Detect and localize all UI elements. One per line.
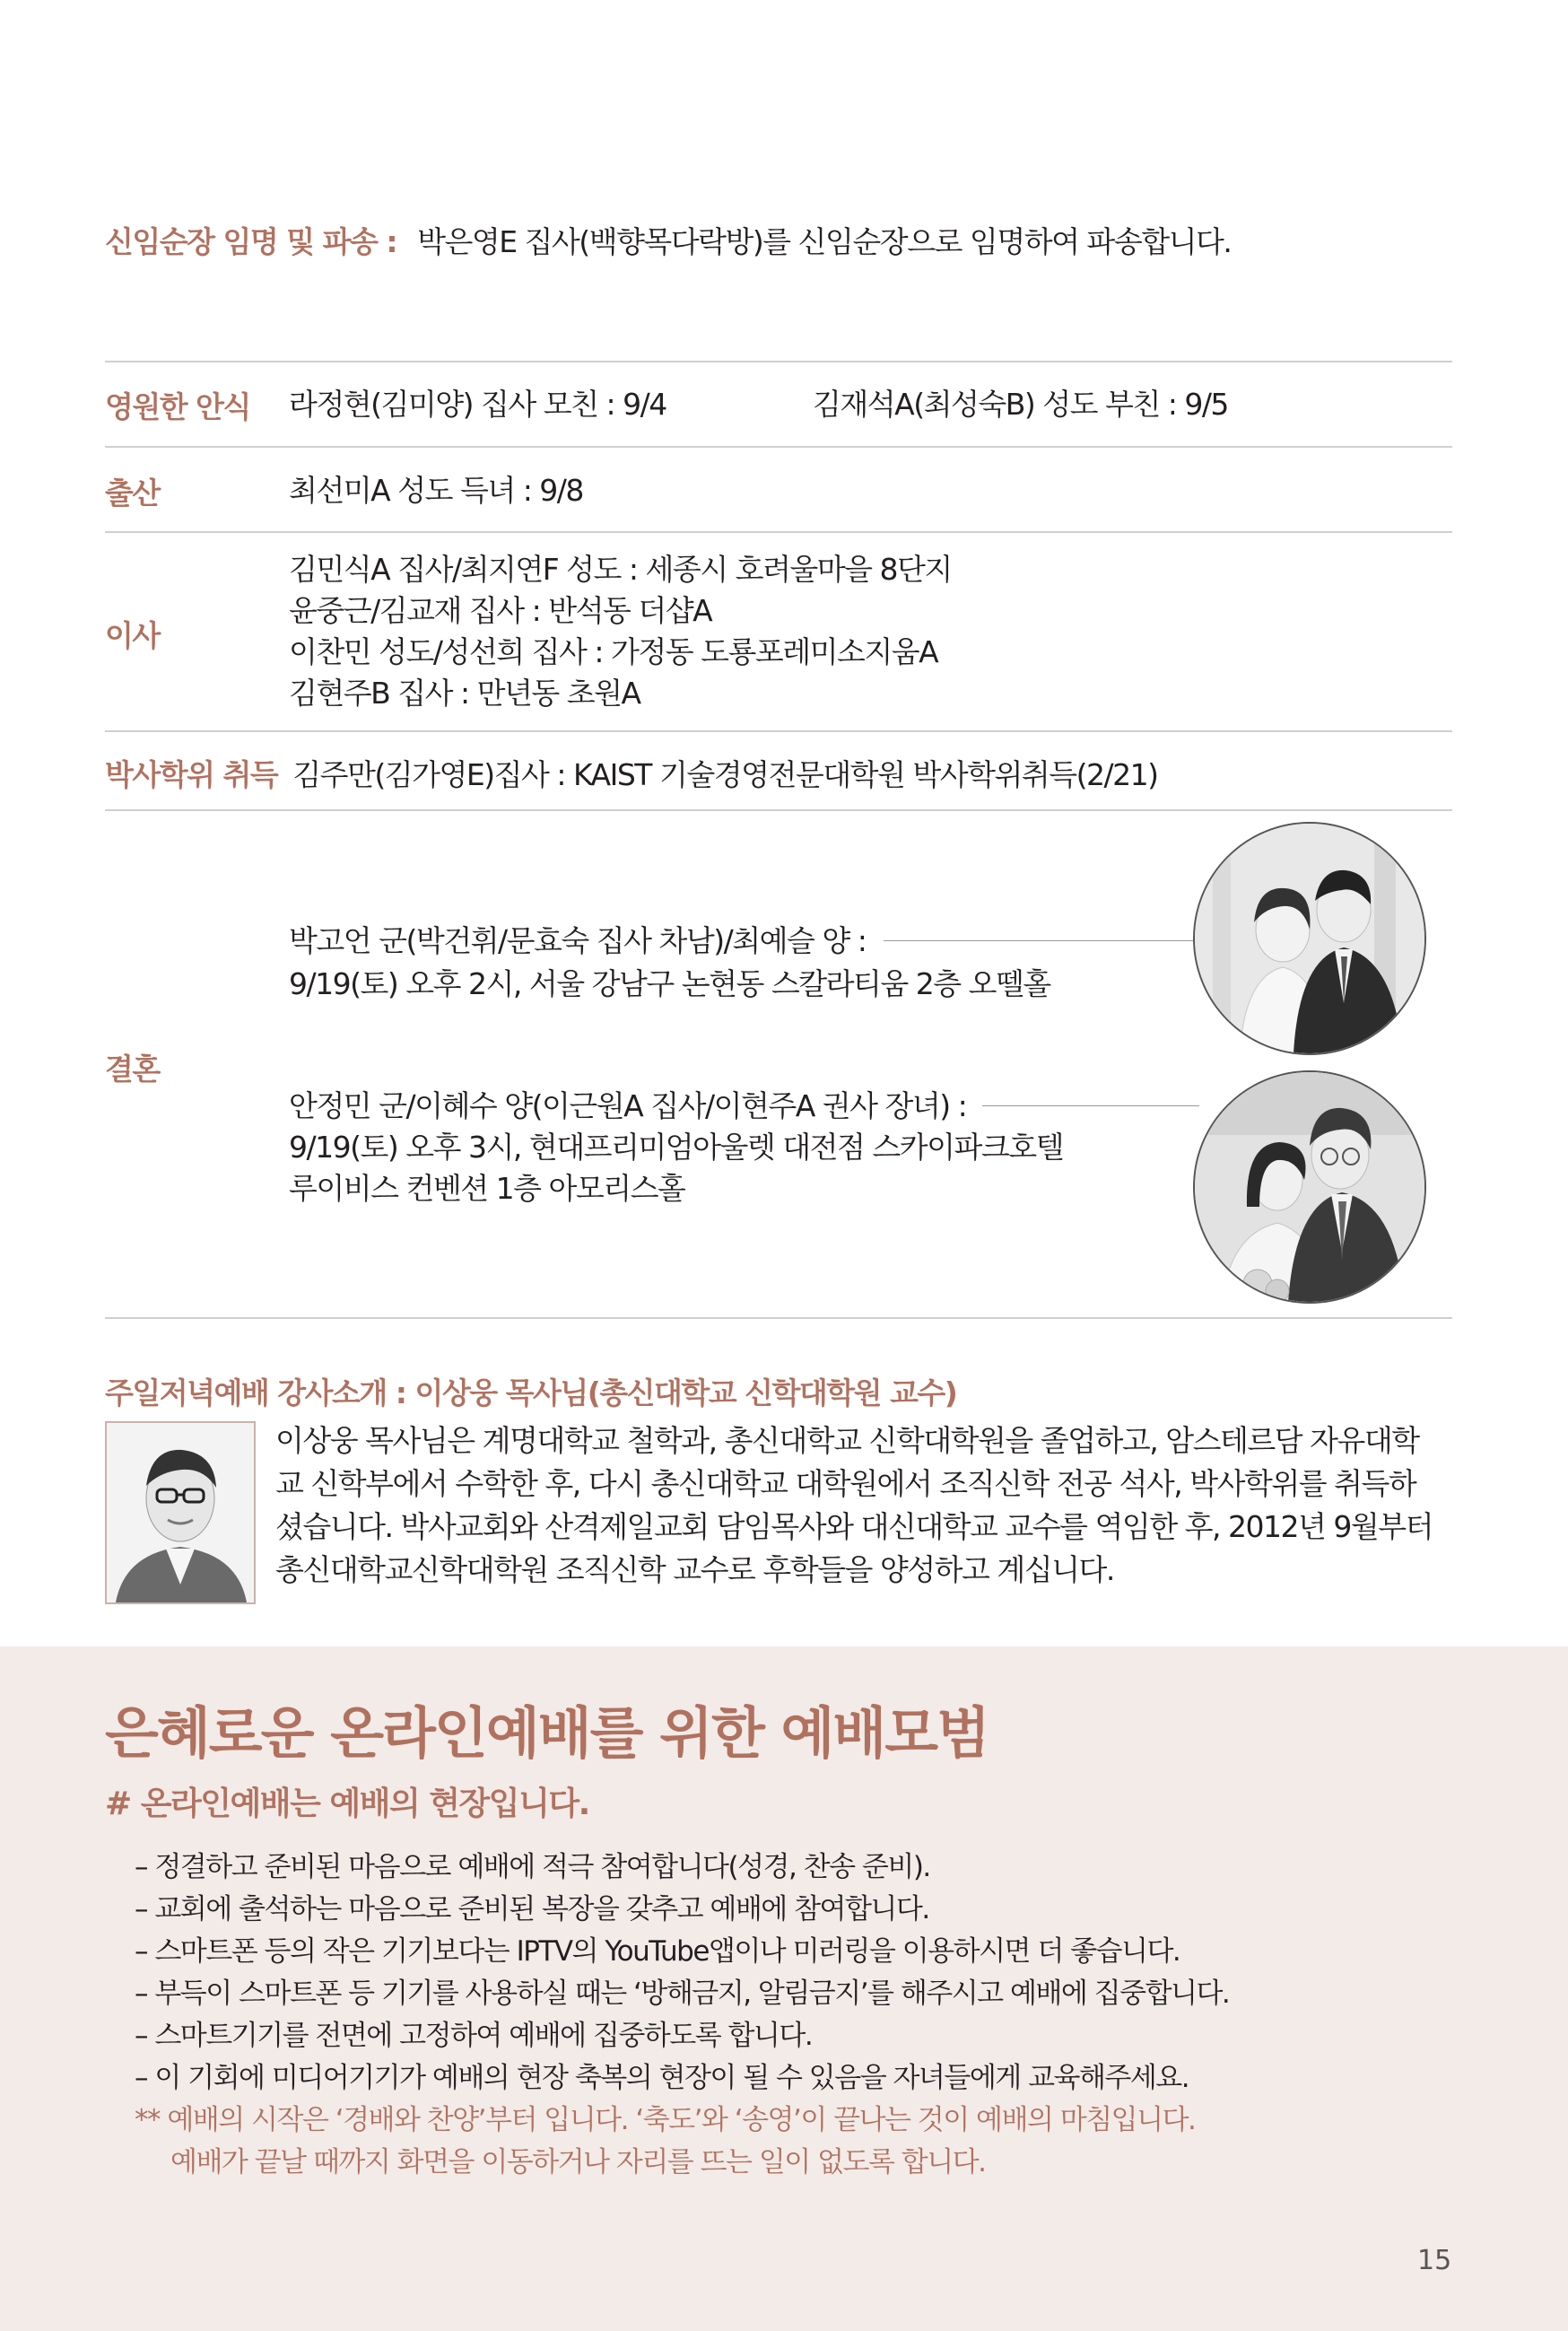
condolence-label: 영원한 안식 [105, 389, 250, 424]
guide-item: – 정결하고 준비된 마음으로 예배에 적극 참여합니다(성경, 찬송 준비). [135, 1851, 930, 1883]
leader-line [884, 940, 1193, 941]
divider [105, 730, 1452, 732]
appointment-text: 박은영E 집사(백향목다락방)를 신임순장으로 임명하여 파송합니다. [417, 224, 1232, 259]
moving-label: 이사 [105, 618, 160, 653]
guide-item: – 스마트기기를 전면에 고정하여 예배에 집중하도록 합니다. [135, 2020, 813, 2052]
appointment-row [105, 219, 1231, 261]
leader-line [982, 1105, 1199, 1106]
speaker-bio-line: 교 신학부에서 수학한 후, 다시 총신대학교 대학원에서 조직신학 전공 석사, 박사학위를 취득하 [275, 1466, 1416, 1501]
speaker-bio-line: 셨습니다. 박사교회와 산격제일교회 담임목사와 대신대학교 교수를 역임한 후, 2012년 9월부터 [275, 1509, 1433, 1544]
wedding-couple2-line: 안정민 군/이혜수 양(이근원A 집사/이현주A 권사 장녀) : [289, 1088, 967, 1123]
speaker-portrait [105, 1421, 256, 1604]
wedding-couple2-line: 루이비스 컨벤션 1층 아모리스홀 [289, 1171, 685, 1206]
moving-line: 김현주B 집사 : 만년동 초원A [289, 676, 640, 711]
guide-item: – 부득이 스마트폰 등 기기를 사용하실 때는 ‘방해금지, 알림금지’를 해주시고 예배에 집중합니다. [135, 1977, 1230, 2010]
guide-note: 예배가 끝날 때까지 화면을 이동하거나 자리를 뜨는 일이 없도록 합니다. [170, 2146, 986, 2178]
guide-list [135, 1846, 1229, 2184]
condolence-item: 김재석A(최성숙B) 성도 부친 : 9/5 [813, 387, 1228, 422]
divider [105, 531, 1452, 533]
birth-label: 출산 [105, 476, 160, 511]
speaker-bio-line: 총신대학교신학대학원 조직신학 교수로 후학들을 양성하고 계십니다. [275, 1552, 1114, 1587]
doctorate-row [105, 752, 1157, 794]
speaker-bio-line: 이상웅 목사님은 계명대학교 철학과, 총신대학교 신학대학원을 졸업하고, 암스테르담 자유대학 [275, 1423, 1419, 1458]
condolence-item: 라정현(김미양) 집사 모친 : 9/4 [289, 387, 666, 422]
divider [105, 1317, 1452, 1319]
wedding-couple1-line: 9/19(토) 오후 2시, 서울 강남구 논현동 스칼라티움 2층 오뗄홀 [289, 966, 1050, 1001]
wedding-label: 결혼 [105, 1052, 160, 1087]
divider [105, 446, 1452, 448]
couple-photo [1193, 1070, 1426, 1304]
wedding-couple1-line: 박고언 군(박건휘/문효숙 집사 차남)/최예슬 양 : [289, 923, 867, 958]
speaker-heading: 주일저녁예배 강사소개 : 이상웅 목사님(총신대학교 신학대학원 교수) [105, 1375, 957, 1410]
wedding-couple2-line: 9/19(토) 오후 3시, 현대프리미엄아울렛 대전점 스카이파크호텔 [289, 1130, 1063, 1165]
appointment-label: 신임순장 임명 및 파송 : [105, 224, 397, 259]
guide-item: – 교회에 출석하는 마음으로 준비된 복장을 갖추고 예배에 참여합니다. [135, 1893, 929, 1925]
birth-text: 최선미A 성도 득녀 : 9/8 [289, 473, 583, 508]
doctorate-label: 박사학위 취득 [105, 757, 278, 792]
divider [105, 361, 1452, 362]
doctorate-text: 김주만(김가영E)집사 : KAIST 기술경영전문대학원 박사학위취득(2/21) [292, 757, 1158, 792]
moving-line: 이찬민 성도/성선희 집사 : 가정동 도룡포레미소지움A [289, 634, 938, 669]
guide-note: ** 예배의 시작은 ‘경배와 찬양’부터 입니다. ‘축도’와 ‘송영’이 끝나는 것이 예배의 마침입니다. [135, 2104, 1196, 2136]
guide-item: – 스마트폰 등의 작은 기기보다는 IPTV의 YouTube앱이나 미러링을 이용하시면 더 좋습니다. [135, 1935, 1180, 1968]
moving-line: 윤중근/김교재 집사 : 반석동 더샵A [289, 593, 712, 628]
guide-item: – 이 기회에 미디어기기가 예배의 현장 축복의 현장이 될 수 있음을 자녀들에게 교육해주세요. [135, 2062, 1189, 2094]
moving-line: 김민식A 집사/최지연F 성도 : 세종시 호려울마을 8단지 [289, 552, 952, 587]
page-number: 15 [1417, 2245, 1452, 2276]
guide-subtitle: # 온라인예배는 예배의 현장입니다. [105, 1785, 589, 1822]
couple-photo [1193, 822, 1426, 1055]
divider [105, 809, 1452, 811]
guide-title: 은혜로운 온라인예배를 위한 예배모범 [105, 1700, 989, 1766]
